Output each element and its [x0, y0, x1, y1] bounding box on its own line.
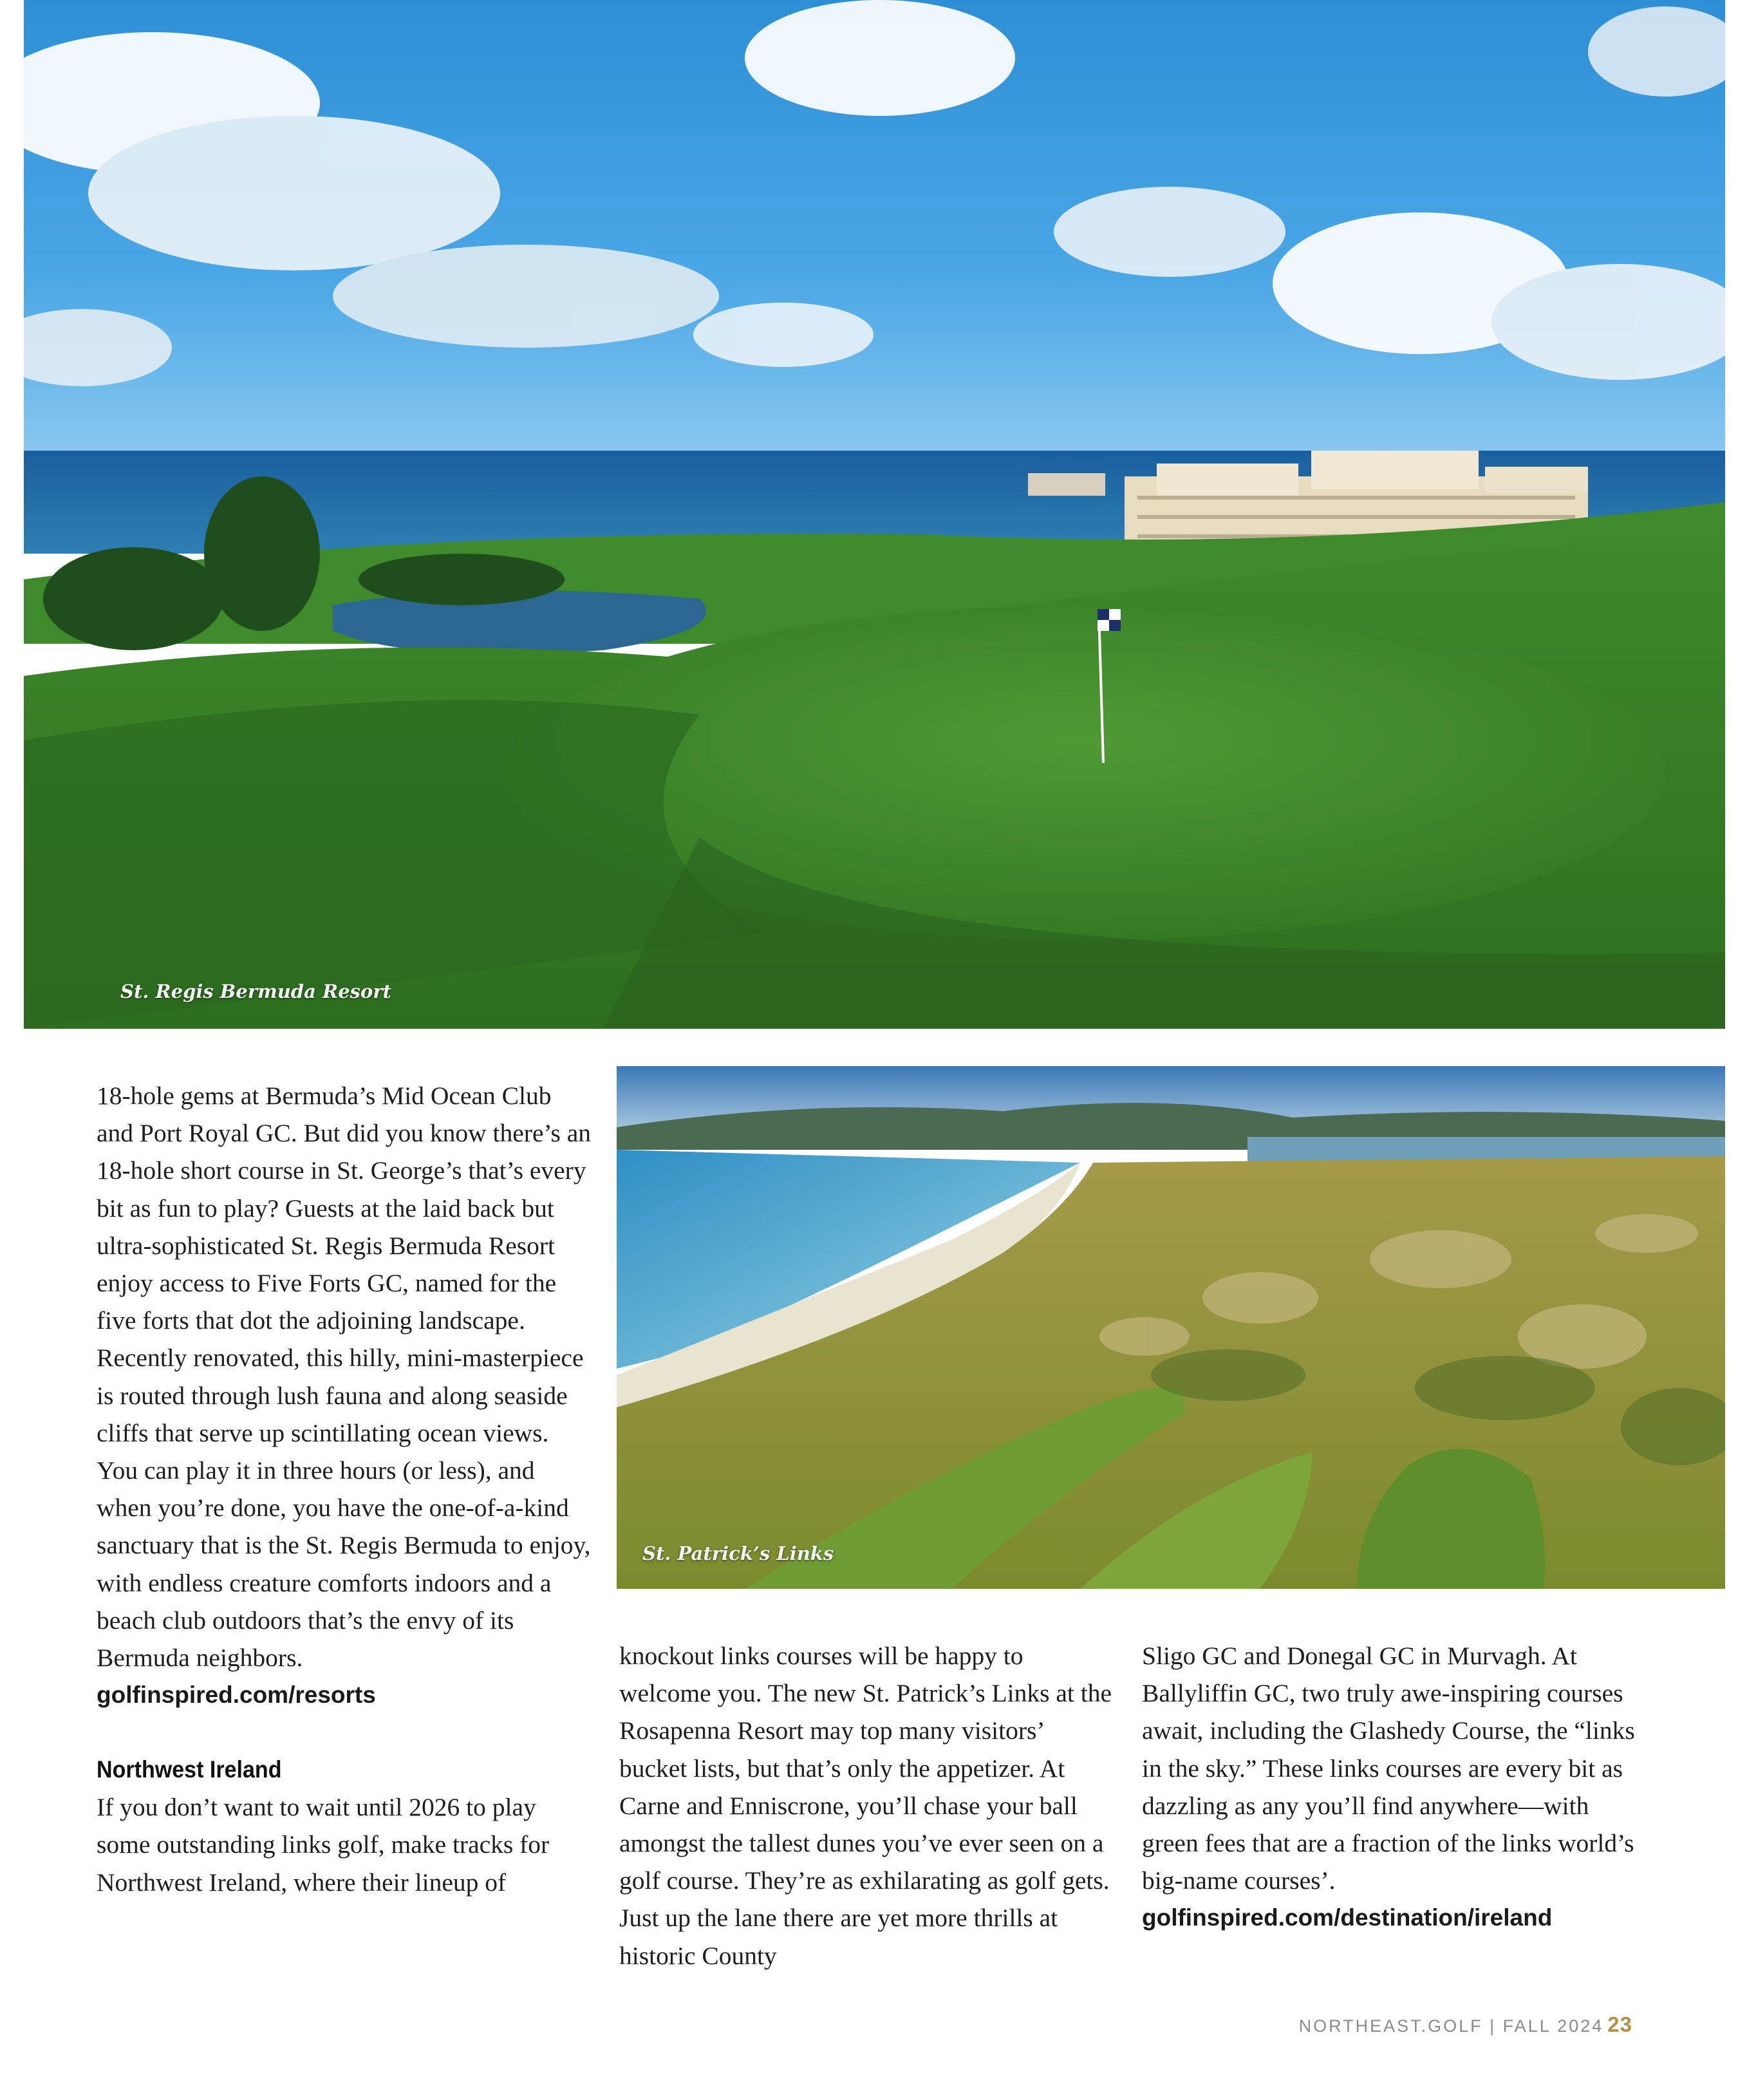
photo-st-regis-bermuda: [24, 0, 1725, 1029]
photo-st-patricks-links: [617, 1066, 1725, 1589]
photo-caption-st-patricks: St. Patrick’s Links: [642, 1542, 834, 1564]
body-paragraph-bermuda: 18-hole gems at Bermuda’s Mid Ocean Club and Port Royal GC. But did you know there’s an 18-hole short course in St. George’s that’s every bit as fun to play? Guests at the laid back but ultra-sophisticated St. Regis Bermuda Resort enjoy access to Five Forts GC, named for the five forts that dot the adjoining landscape. Recently renovated, this hilly, mini-masterpiece is routed through lush fauna and along seaside cliffs that serve up scintillating ocean views. You can play it in three hours (or less), and when you’re done, you have the one-of-a-kind sanctuary that is the St. Regis Bermuda to enjoy, with endless creature comforts indoors and a beach club outdoors that’s the envy of its Bermuda neighbors.: [97, 1082, 591, 1673]
link-golfinspired-ireland[interactable]: golfinspired.com/destination/ireland: [1142, 1904, 1553, 1931]
link-golfinspired-resorts[interactable]: golfinspired.com/resorts: [97, 1682, 376, 1709]
article-column-2: [619, 1637, 1115, 1974]
page-footer: [1299, 2012, 1632, 2037]
section-heading-northwest-ireland: Northwest Ireland: [97, 1756, 282, 1783]
photo-caption-st-regis: St. Regis Bermuda Resort: [120, 980, 391, 1002]
publication-info: NORTHEAST.GOLF | FALL 2024: [1298, 2016, 1604, 2036]
body-paragraph-ireland-intro: If you don’t want to wait until 2026 to play some outstanding links golf, make tracks for Northwest Ireland, where their lineup of: [97, 1793, 550, 1897]
body-paragraph-ireland-ballyliffin: Sligo GC and Donegal GC in Murvagh. At Ballyliffin GC, two truly awe-inspiring courses await, including the Glashedy Course, the “links in the sky.” These links courses are every bit as dazzling as any you’ll find anywhere—with green fees that are a fraction of the links world’s big-name courses’.: [1142, 1642, 1635, 1895]
body-paragraph-ireland-courses: knockout links courses will be happy to welcome you. The new St. Patrick’s Links at the Rosapenna Resort may top many visitors’ bucket lists, but that’s only the appetizer. At Carne and Enniscrone, you’ll chase your ball amongst the tallest dunes you’ve ever seen on a golf course. They’re as exhilarating as golf gets. Just up the lane there are yet more thrills at historic County: [619, 1642, 1112, 1970]
article-column-3: [1142, 1637, 1638, 1936]
page-number: 23: [1607, 2012, 1632, 2036]
golf-green-ocean-illustration: [24, 0, 1725, 1029]
links-course-dunes-illustration: [617, 1066, 1725, 1589]
article-column-1: [97, 1077, 592, 1901]
